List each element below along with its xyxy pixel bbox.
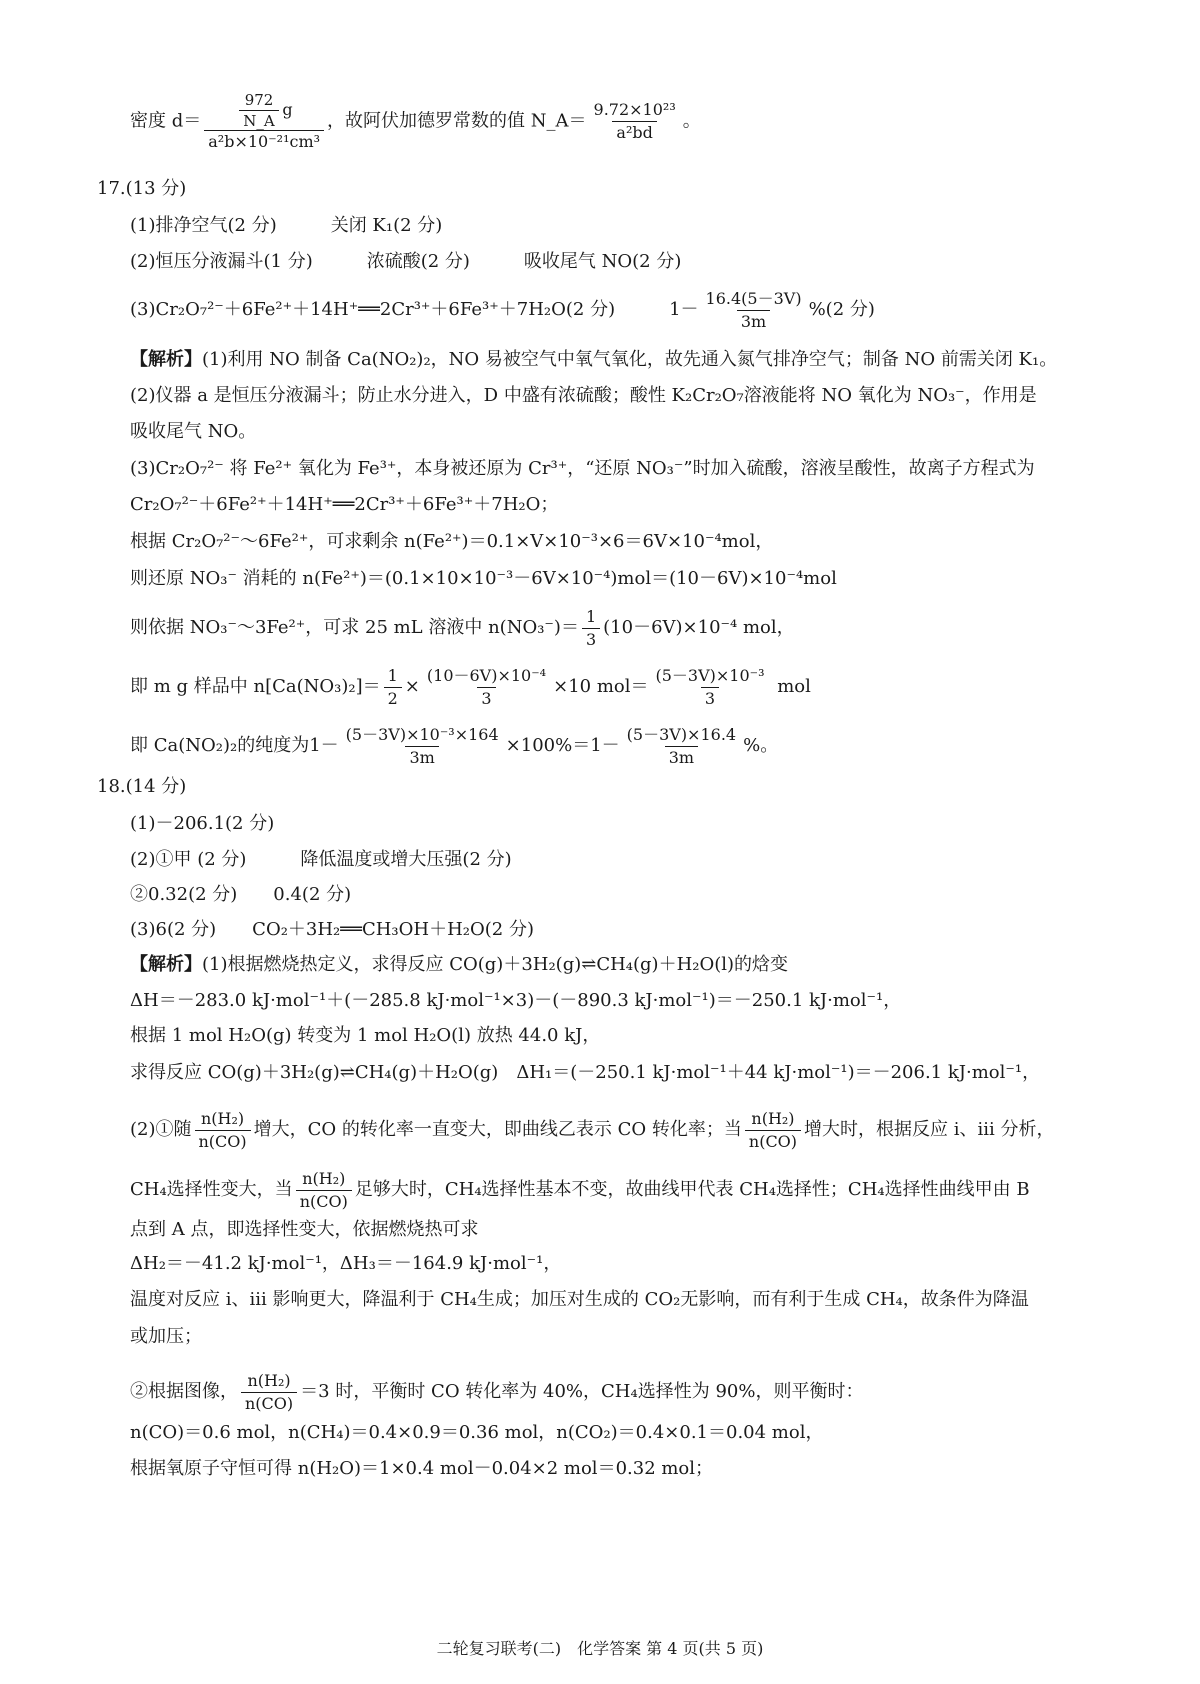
q18-answer-2: (2)①甲 (2 分) 降低温度或增大压强(2 分): [130, 849, 512, 870]
q18-explain-9: 温度对反应 ⅰ、ⅲ 影响更大，降温利于 CH₄生成；加压对生成的 CO₂无影响，而有利于生成 CH₄，故条件为降温: [130, 1289, 1029, 1310]
q17-explain-2a: (2)仪器 a 是恒压分液漏斗；防止水分进入，D 中盛有浓硫酸；酸性 K₂Cr₂O₇溶液能将 NO 氧化为 NO₃⁻，作用是: [130, 385, 1037, 406]
q18-explain-5: (2)①随 $\frac{\text{n(H₂)}}{n(CO)}$ 增大，CO 的转化率一直变大，即曲线乙表示 CO 转化率；当 $\frac{\text{n(H₂)}}{n(CO)}$ 增大时，根据反应 ⅰ、ⅲ 分析，: [130, 1109, 1055, 1151]
q18-answer-4: (3)6(2 分) CO₂＋3H₂══CH₃OH＋H₂O(2 分): [130, 919, 534, 940]
q17-explain-3a: (3)Cr₂O₇²⁻ 将 Fe²⁺ 氧化为 Fe³⁺，本身被还原为 Cr³⁺，“还原 NO₃⁻”时加入硫酸，溶液呈酸性，故离子方程式为: [130, 458, 1035, 479]
q18-answer-3: ②0.32(2 分) 0.4(2 分): [130, 884, 352, 905]
q17-answer-3: (3)Cr₂O₇²⁻＋6Fe²⁺＋14H⁺══2Cr³⁺＋6Fe³⁺＋7H₂O(2 分) 1－ $\frac{16.4(5-3V)}{3m}$ %(2 分): [130, 289, 875, 331]
density-prefix: 密度 d＝: [130, 110, 202, 132]
density-inner-fraction: $\frac{972}{N\_A}$: [239, 92, 280, 129]
q17-explain-3b: Cr₂O₇²⁻＋6Fe²⁺＋14H⁺══2Cr³⁺＋6Fe³⁺＋7H₂O；: [130, 494, 559, 515]
q17-explain-3f: 即 m g 样品中 n[Ca(NO₃)₂]＝ $\frac{1}{2}$ × $\frac{\text{(10－6V)×10⁻⁴}}{3}$ ×10 mol＝ $\frac{\text{(5－3V)×10⁻³}}{3}$ mol: [130, 666, 811, 708]
q17-explain-3c: 根据 Cr₂O₇²⁻～6Fe²⁺，可求剩余 n(Fe²⁺)＝0.1×V×10⁻³×6＝6V×10⁻⁴mol，: [130, 531, 774, 552]
page-footer: 二轮复习联考(二) 化学答案 第 4 页(共 5 页): [436, 1639, 764, 1658]
q18-explain-1: 【解析】(1)根据燃烧热定义，求得反应 CO(g)＋3H₂(g)⇌CH₄(g)＋H₂O(l)的焓变: [130, 954, 789, 975]
q17-answer-1: (1)排净空气(2 分) 关闭 K₁(2 分): [130, 215, 443, 236]
q18-explain-4: 求得反应 CO(g)＋3H₂(g)⇌CH₄(g)＋H₂O(g) ΔH₁＝(－250.1 kJ·mol⁻¹＋44 kJ·mol⁻¹)＝－206.1 kJ·mol⁻¹，: [130, 1062, 1041, 1083]
q18-answer-1: (1)－206.1(2 分): [130, 813, 275, 834]
q17-title: 17.(13 分): [97, 178, 187, 199]
q18-explain-8: ΔH₂＝－41.2 kJ·mol⁻¹，ΔH₃＝－164.9 kJ·mol⁻¹，: [130, 1253, 562, 1274]
q18-explain-3: 根据 1 mol H₂O(g) 转变为 1 mol H₂O(l) 放热 44.0 kJ，: [130, 1025, 601, 1046]
q17-answer-2: (2)恒压分液漏斗(1 分) 浓硫酸(2 分) 吸收尾气 NO(2 分): [130, 251, 682, 272]
explain-tag: 【解析】: [130, 954, 202, 975]
q18-title: 18.(14 分): [97, 776, 187, 797]
density-line: 密度 d＝ $\frac{972}{N\_A}$ g a²b×10⁻²¹cm³ ，故阿伏加德罗常数的值 N_A＝ $\frac{\text{9.72×10²³}}{\text{a²bd}}$ 。: [130, 91, 701, 151]
density-fraction: $\frac{972}{N\_A}$ g a²b×10⁻²¹cm³: [204, 92, 324, 151]
q18-explain-12: n(CO)＝0.6 mol，n(CH₄)＝0.4×0.9＝0.36 mol，n(CO₂)＝0.4×0.1＝0.04 mol，: [130, 1422, 824, 1443]
q17-explain-3g: 即 Ca(NO₂)₂的纯度为1－ $\frac{\text{(5－3V)×10⁻³×164}}{3m}$ ×100%＝1－ $\frac{(5-3V)\times 16.4}{3m}$ %。: [130, 725, 779, 767]
q18-explain-13: 根据氧原子守恒可得 n(H₂O)＝1×0.4 mol－0.04×2 mol＝0.32 mol；: [130, 1458, 714, 1479]
density-mid: ，故阿伏加德罗常数的值 N_A＝: [327, 110, 587, 132]
na-fraction: $\frac{\text{9.72×10²³}}{\text{a²bd}}$: [593, 100, 676, 142]
q18-explain-11: ②根据图像， $\frac{\text{n(H₂)}}{n(CO)}$ ＝3 时，平衡时 CO 转化率为 40%，CH₄选择性为 90%，则平衡时：: [130, 1371, 864, 1413]
q17-explain-3d: 则还原 NO₃⁻ 消耗的 n(Fe²⁺)＝(0.1×10×10⁻³－6V×10⁻⁴)mol＝(10－6V)×10⁻⁴mol: [130, 568, 837, 589]
q17-explain-1: 【解析】(1)利用 NO 制备 Ca(NO₂)₂，NO 易被空气中氧气氧化，故先通入氮气排净空气；制备 NO 前需关闭 K₁。: [130, 349, 1058, 370]
q18-explain-6: CH₄选择性变大，当 $\frac{\text{n(H₂)}}{n(CO)}$ 足够大时，CH₄选择性基本不变，故曲线甲代表 CH₄选择性；CH₄选择性曲线甲由 B: [130, 1169, 1030, 1211]
q18-explain-7: 点到 A 点，即选择性变大，依据燃烧热可求: [130, 1219, 479, 1240]
explain-tag: 【解析】: [130, 349, 202, 370]
q17-a3-fraction: $\frac{16.4(5-3V)}{3m}$: [705, 289, 802, 331]
q17-explain-3e: 则依据 NO₃⁻～3Fe²⁺，可求 25 mL 溶液中 n(NO₃⁻)＝ $\frac{1}{3}$ (10－6V)×10⁻⁴ mol，: [130, 607, 795, 649]
q18-explain-2: ΔH＝－283.0 kJ·mol⁻¹＋(－285.8 kJ·mol⁻¹×3)－(－890.3 kJ·mol⁻¹)＝－250.1 kJ·mol⁻¹，: [130, 990, 902, 1011]
q17-explain-2b: 吸收尾气 NO。: [130, 421, 257, 442]
q18-explain-10: 或加压；: [130, 1326, 202, 1347]
